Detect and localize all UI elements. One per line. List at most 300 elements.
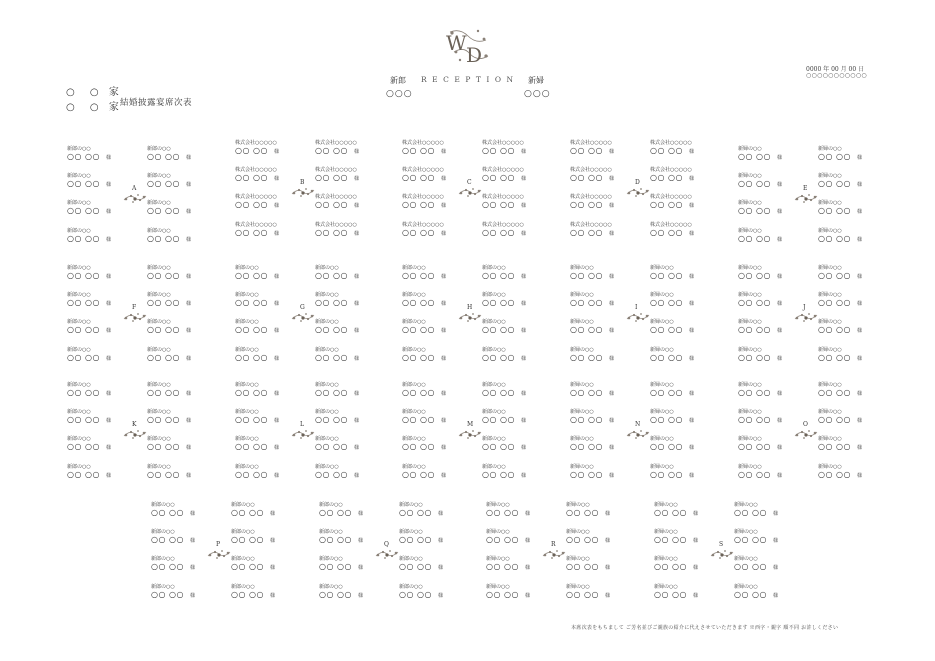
guest-seat (566, 529, 628, 546)
guest-name: ○○ ○○ 様 (231, 590, 275, 599)
guest-seat (151, 584, 213, 601)
table-j (738, 265, 888, 365)
guest-seat (818, 464, 880, 481)
guest-role: 新婦の○○ (486, 502, 510, 508)
guest-seat (315, 319, 377, 336)
guest-name: ○○ ○○ 様 (570, 353, 614, 362)
guest-role: 新郎の○○ (147, 347, 171, 353)
guest-seat (235, 265, 297, 282)
guest-role: 株式会社○○○○○ (650, 167, 692, 173)
guest-name: ○○ ○○ 様 (482, 298, 526, 307)
guest-role: 新郎の○○ (399, 556, 423, 562)
guest-seat (231, 502, 293, 519)
guest-seat (235, 140, 297, 157)
guest-seat (738, 200, 800, 217)
guest-role: 株式会社○○○○○ (482, 222, 524, 228)
table-letter: E (803, 185, 808, 192)
guest-name: ○○ ○○ 様 (570, 442, 614, 451)
guest-seat (67, 409, 129, 426)
table-centerpiece (541, 541, 567, 565)
guest-role: 新郎の○○ (147, 228, 171, 234)
guest-name: ○○ ○○ 様 (818, 442, 862, 451)
guest-name: ○○ ○○ 様 (147, 415, 191, 424)
guest-seat (402, 382, 464, 399)
guest-name: ○○ ○○ 様 (399, 535, 443, 544)
guest-name: ○○ ○○ 様 (315, 325, 359, 334)
guest-seat (402, 347, 464, 364)
guest-name: ○○ ○○ 様 (818, 325, 862, 334)
guest-seat (482, 436, 544, 453)
guest-seat (738, 265, 800, 282)
svg-text:W: W (446, 31, 467, 55)
guest-seat (734, 584, 796, 601)
guest-role: 株式会社○○○○○ (235, 167, 277, 173)
guest-seat (67, 200, 129, 217)
guest-role: 新郎の○○ (235, 292, 259, 298)
guest-name: ○○ ○○ 様 (147, 271, 191, 280)
guest-name: ○○ ○○ 様 (486, 508, 530, 517)
guest-role: 新婦の○○ (818, 173, 842, 179)
guest-seat (67, 228, 129, 245)
guest-name: ○○ ○○ 様 (654, 508, 698, 517)
guest-seat (734, 529, 796, 546)
guest-name: ○○ ○○ 様 (482, 325, 526, 334)
guest-seat (738, 319, 800, 336)
guest-name: ○○ ○○ 様 (738, 325, 782, 334)
guest-seat (650, 167, 712, 184)
guest-seat (818, 228, 880, 245)
guest-seat (235, 382, 297, 399)
guest-seat (67, 146, 129, 163)
guest-name: ○○ ○○ 様 (399, 508, 443, 517)
guest-seat (315, 265, 377, 282)
guest-role: 新婦の○○ (650, 464, 674, 470)
table-h (402, 265, 552, 365)
guest-role: 株式会社○○○○○ (315, 140, 357, 146)
guest-seat (654, 502, 716, 519)
guest-name: ○○ ○○ 様 (315, 200, 359, 209)
guest-role: 新郎の○○ (319, 502, 343, 508)
guest-role: 新郎の○○ (147, 292, 171, 298)
guest-role: 新郎の○○ (482, 292, 506, 298)
guest-name: ○○ ○○ 様 (67, 415, 111, 424)
guest-seat (570, 436, 632, 453)
guest-role: 新婦の○○ (650, 436, 674, 442)
guest-seat (402, 265, 464, 282)
guest-role: 新郎の○○ (315, 292, 339, 298)
guest-role: 新郎の○○ (67, 436, 91, 442)
guest-role: 株式会社○○○○○ (482, 194, 524, 200)
guest-seat (818, 436, 880, 453)
guest-seat (399, 529, 461, 546)
guest-seat (399, 584, 461, 601)
guest-name: ○○ ○○ 様 (151, 535, 195, 544)
guest-name: ○○ ○○ 様 (231, 535, 275, 544)
guest-name: ○○ ○○ 様 (738, 388, 782, 397)
guest-seat (570, 382, 632, 399)
flower-icon (625, 185, 651, 199)
guest-seat (738, 436, 800, 453)
table-s (654, 502, 804, 602)
guest-seat (650, 319, 712, 336)
table-letter: C (467, 179, 472, 186)
guest-name: ○○ ○○ 様 (570, 173, 614, 182)
venue-name: ○○○○○○○○○○○ (806, 72, 867, 79)
guest-seat (650, 140, 712, 157)
guest-role: 新婦の○○ (486, 556, 510, 562)
flower-icon (457, 185, 483, 199)
guest-name: ○○ ○○ 様 (315, 298, 359, 307)
guest-name: ○○ ○○ 様 (738, 179, 782, 188)
table-centerpiece (457, 421, 483, 445)
guest-name: ○○ ○○ 様 (147, 206, 191, 215)
guest-name: ○○ ○○ 様 (319, 508, 363, 517)
guest-name: ○○ ○○ 様 (147, 470, 191, 479)
guest-name: ○○ ○○ 様 (482, 470, 526, 479)
guest-role: 新郎の○○ (402, 409, 426, 415)
guest-role: 新婦の○○ (738, 292, 762, 298)
guest-seat (650, 194, 712, 211)
guest-role: 新郎の○○ (319, 584, 343, 590)
table-q (319, 502, 469, 602)
guest-name: ○○ ○○ 様 (235, 173, 279, 182)
guest-seat (570, 292, 632, 309)
guest-role: 新郎の○○ (151, 502, 175, 508)
guest-name: ○○ ○○ 様 (147, 298, 191, 307)
guest-role: 新婦の○○ (818, 319, 842, 325)
guest-role: 新婦の○○ (818, 200, 842, 206)
guest-name: ○○ ○○ 様 (319, 590, 363, 599)
guest-name: ○○ ○○ 様 (486, 562, 530, 571)
table-letter: S (719, 541, 724, 548)
guest-role: 新婦の○○ (650, 382, 674, 388)
guest-name: ○○ ○○ 様 (738, 442, 782, 451)
guest-role: 株式会社○○○○○ (650, 222, 692, 228)
guest-seat (654, 529, 716, 546)
guest-seat (738, 292, 800, 309)
guest-name: ○○ ○○ 様 (570, 470, 614, 479)
guest-role: 新婦の○○ (570, 409, 594, 415)
guest-role: 新婦の○○ (818, 382, 842, 388)
flower-icon (122, 191, 148, 205)
table-n (570, 382, 720, 482)
guest-seat (315, 409, 377, 426)
guest-role: 新婦の○○ (818, 292, 842, 298)
flower-icon (457, 310, 483, 324)
guest-name: ○○ ○○ 様 (650, 146, 694, 155)
guest-name: ○○ ○○ 様 (315, 228, 359, 237)
table-i (570, 265, 720, 365)
guest-seat (399, 556, 461, 573)
guest-seat (482, 464, 544, 481)
guest-name: ○○ ○○ 様 (235, 470, 279, 479)
guest-role: 新婦の○○ (566, 502, 590, 508)
guest-role: 新郎の○○ (482, 319, 506, 325)
guest-name: ○○ ○○ 様 (570, 200, 614, 209)
guest-role: 新郎の○○ (402, 347, 426, 353)
guest-seat (566, 584, 628, 601)
flower-icon (290, 310, 316, 324)
guest-role: 新郎の○○ (319, 556, 343, 562)
guest-role: 新郎の○○ (482, 347, 506, 353)
guest-seat (147, 265, 209, 282)
guest-name: ○○ ○○ 様 (818, 415, 862, 424)
guest-role: 新郎の○○ (67, 173, 91, 179)
guest-role: 新婦の○○ (738, 464, 762, 470)
guest-name: ○○ ○○ 様 (486, 535, 530, 544)
guest-role: 株式会社○○○○○ (570, 140, 612, 146)
guest-name: ○○ ○○ 様 (818, 353, 862, 362)
guest-seat (315, 382, 377, 399)
guest-role: 新郎の○○ (151, 529, 175, 535)
guest-seat (650, 265, 712, 282)
guest-name: ○○ ○○ 様 (650, 353, 694, 362)
guest-name: ○○ ○○ 様 (147, 179, 191, 188)
table-centerpiece (206, 541, 232, 565)
guest-seat (315, 292, 377, 309)
table-l (235, 382, 385, 482)
guest-seat (147, 146, 209, 163)
guest-seat (482, 347, 544, 364)
guest-seat (818, 200, 880, 217)
guest-name: ○○ ○○ 様 (570, 228, 614, 237)
guest-role: 新郎の○○ (147, 464, 171, 470)
guest-role: 新郎の○○ (235, 319, 259, 325)
guest-seat (402, 167, 464, 184)
guest-role: 新婦の○○ (654, 556, 678, 562)
guest-name: ○○ ○○ 様 (738, 206, 782, 215)
guest-name: ○○ ○○ 様 (402, 298, 446, 307)
guest-name: ○○ ○○ 様 (319, 535, 363, 544)
guest-name: ○○ ○○ 様 (235, 200, 279, 209)
guest-seat (67, 292, 129, 309)
guest-seat (231, 584, 293, 601)
table-letter: J (803, 304, 806, 311)
guest-name: ○○ ○○ 様 (151, 562, 195, 571)
guest-name: ○○ ○○ 様 (738, 152, 782, 161)
guest-role: 新郎の○○ (67, 382, 91, 388)
guest-seat (147, 173, 209, 190)
guest-seat (570, 347, 632, 364)
guest-name: ○○ ○○ 様 (151, 508, 195, 517)
bride-label: 新婦 (528, 76, 544, 85)
guest-seat (402, 464, 464, 481)
flower-icon (290, 427, 316, 441)
guest-name: ○○ ○○ 様 (151, 590, 195, 599)
guest-name: ○○ ○○ 様 (818, 470, 862, 479)
table-o (738, 382, 888, 482)
guest-role: 新郎の○○ (147, 409, 171, 415)
wedding-date: 0000 年 00 月 00 日 (806, 66, 865, 73)
guest-role: 新郎の○○ (67, 464, 91, 470)
guest-role: 新郎の○○ (482, 265, 506, 271)
guest-role: 新郎の○○ (235, 409, 259, 415)
guest-seat (650, 347, 712, 364)
flower-icon (625, 310, 651, 324)
guest-role: 新郎の○○ (402, 292, 426, 298)
guest-role: 新郎の○○ (315, 265, 339, 271)
guest-name: ○○ ○○ 様 (231, 562, 275, 571)
guest-name: ○○ ○○ 様 (650, 298, 694, 307)
guest-seat (147, 382, 209, 399)
guest-name: ○○ ○○ 様 (570, 388, 614, 397)
guest-name: ○○ ○○ 様 (67, 325, 111, 334)
guest-role: 新郎の○○ (67, 347, 91, 353)
guest-seat (319, 502, 381, 519)
guest-seat (235, 436, 297, 453)
guest-seat (67, 464, 129, 481)
guest-name: ○○ ○○ 様 (738, 353, 782, 362)
guest-seat (818, 382, 880, 399)
guest-role: 新郎の○○ (231, 529, 255, 535)
guest-seat (482, 382, 544, 399)
guest-name: ○○ ○○ 様 (650, 271, 694, 280)
guest-seat (231, 556, 293, 573)
guest-role: 新婦の○○ (650, 409, 674, 415)
table-letter: G (300, 304, 305, 311)
guest-name: ○○ ○○ 様 (235, 228, 279, 237)
table-letter: K (132, 421, 137, 428)
guest-role: 新郎の○○ (151, 584, 175, 590)
guest-role: 新婦の○○ (818, 409, 842, 415)
guest-role: 新郎の○○ (147, 265, 171, 271)
flower-icon (541, 547, 567, 561)
guest-seat (147, 409, 209, 426)
guest-name: ○○ ○○ 様 (818, 152, 862, 161)
guest-seat (402, 194, 464, 211)
guest-role: 新郎の○○ (67, 292, 91, 298)
guest-seat (818, 409, 880, 426)
guest-name: ○○ ○○ 様 (402, 325, 446, 334)
guest-seat (818, 319, 880, 336)
guest-name: ○○ ○○ 様 (67, 470, 111, 479)
guest-name: ○○ ○○ 様 (231, 508, 275, 517)
guest-seat (235, 167, 297, 184)
guest-seat (570, 167, 632, 184)
table-letter: H (467, 304, 473, 311)
guest-role: 新郎の○○ (399, 502, 423, 508)
guest-seat (147, 464, 209, 481)
table-letter: B (300, 179, 305, 186)
table-k (67, 382, 217, 482)
guest-seat (818, 292, 880, 309)
guest-seat (650, 222, 712, 239)
guest-seat (570, 222, 632, 239)
guest-seat (402, 292, 464, 309)
flower-icon (206, 547, 232, 561)
guest-seat (482, 409, 544, 426)
flower-icon (290, 185, 316, 199)
guest-seat (486, 584, 548, 601)
guest-seat (147, 228, 209, 245)
guest-role: 株式会社○○○○○ (235, 194, 277, 200)
guest-seat (486, 529, 548, 546)
guest-seat (402, 140, 464, 157)
groom-label: 新郎 (390, 76, 406, 85)
guest-role: 新婦の○○ (818, 228, 842, 234)
guest-role: 新郎の○○ (147, 319, 171, 325)
guest-seat (738, 409, 800, 426)
monogram-logo (440, 22, 496, 70)
guest-name: ○○ ○○ 様 (482, 271, 526, 280)
table-letter: R (551, 541, 556, 548)
guest-seat (570, 265, 632, 282)
guest-name: ○○ ○○ 様 (315, 173, 359, 182)
guest-name: ○○ ○○ 様 (566, 590, 610, 599)
guest-seat (650, 436, 712, 453)
guest-seat (402, 436, 464, 453)
guest-name: ○○ ○○ 様 (738, 271, 782, 280)
guest-role: 株式会社○○○○○ (650, 194, 692, 200)
table-letter: N (635, 421, 641, 428)
guest-role: 新婦の○○ (738, 319, 762, 325)
guest-role: 新郎の○○ (315, 319, 339, 325)
guest-role: 新婦の○○ (570, 265, 594, 271)
guest-role: 新婦の○○ (654, 529, 678, 535)
guest-seat (315, 347, 377, 364)
guest-name: ○○ ○○ 様 (402, 228, 446, 237)
guest-role: 新婦の○○ (654, 584, 678, 590)
guest-name: ○○ ○○ 様 (738, 298, 782, 307)
guest-name: ○○ ○○ 様 (315, 470, 359, 479)
guest-name: ○○ ○○ 様 (734, 590, 778, 599)
guest-seat (650, 382, 712, 399)
guest-name: ○○ ○○ 様 (235, 298, 279, 307)
table-letter: F (132, 304, 137, 311)
guest-role: 新郎の○○ (67, 228, 91, 234)
guest-role: 新婦の○○ (818, 347, 842, 353)
guest-name: ○○ ○○ 様 (482, 200, 526, 209)
guest-role: 新郎の○○ (147, 382, 171, 388)
guest-role: 株式会社○○○○○ (402, 167, 444, 173)
guest-name: ○○ ○○ 様 (818, 179, 862, 188)
guest-name: ○○ ○○ 様 (67, 442, 111, 451)
guest-role: 新婦の○○ (738, 382, 762, 388)
guest-role: 新郎の○○ (482, 436, 506, 442)
guest-name: ○○ ○○ 様 (147, 442, 191, 451)
guest-seat (67, 382, 129, 399)
guest-seat (734, 502, 796, 519)
guest-name: ○○ ○○ 様 (482, 415, 526, 424)
guest-name: ○○ ○○ 様 (67, 179, 111, 188)
guest-role: 新婦の○○ (738, 347, 762, 353)
groom-name: ○○○ (386, 89, 413, 99)
guest-role: 新婦の○○ (738, 265, 762, 271)
table-b (235, 140, 385, 240)
guest-name: ○○ ○○ 様 (818, 206, 862, 215)
guest-role: 新郎の○○ (231, 556, 255, 562)
guest-role: 新郎の○○ (67, 265, 91, 271)
guest-seat (738, 347, 800, 364)
guest-role: 株式会社○○○○○ (402, 222, 444, 228)
guest-role: 新婦の○○ (738, 146, 762, 152)
guest-name: ○○ ○○ 様 (235, 353, 279, 362)
guest-seat (570, 409, 632, 426)
guest-seat (235, 347, 297, 364)
flower-icon (793, 427, 819, 441)
guest-name: ○○ ○○ 様 (734, 508, 778, 517)
guest-role: 新郎の○○ (67, 146, 91, 152)
guest-role: 新婦の○○ (818, 265, 842, 271)
guest-seat (570, 464, 632, 481)
guest-role: 新郎の○○ (231, 584, 255, 590)
guest-seat (654, 584, 716, 601)
guest-seat (147, 292, 209, 309)
guest-role: 新郎の○○ (482, 382, 506, 388)
guest-role: 新郎の○○ (235, 464, 259, 470)
guest-seat (570, 194, 632, 211)
guest-seat (235, 222, 297, 239)
